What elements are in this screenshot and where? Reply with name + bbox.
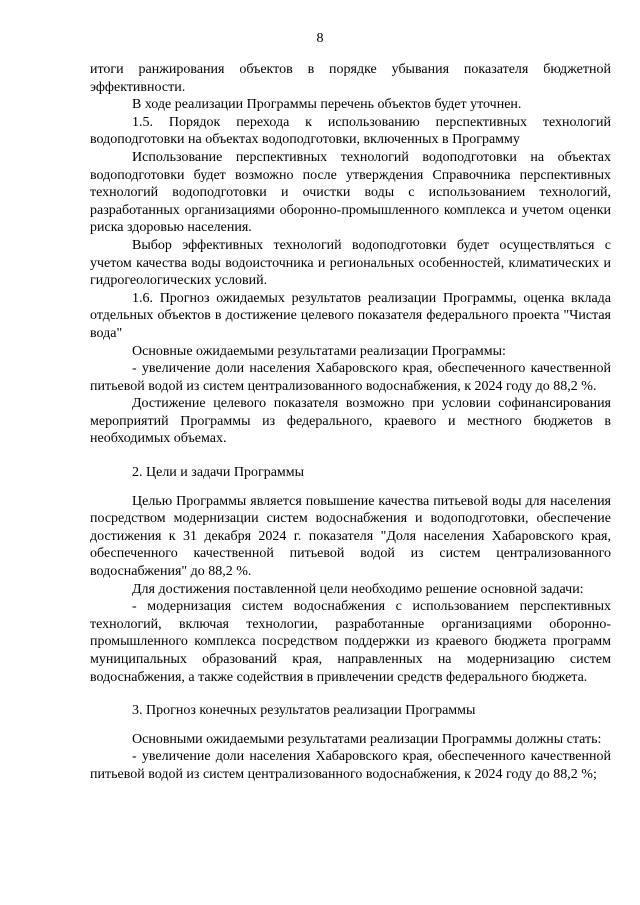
page-number: 8 [316, 31, 324, 46]
paragraph-expected-results: Основными ожидаемыми результатами реализации Программы должны стать: [132, 731, 602, 747]
paragraph-main-results: Основные ожидаемыми результатами реализации Программы: [132, 343, 506, 359]
paragraph-main-task-intro: Для достижения поставленной цели необходимо решение основной задачи: [132, 581, 584, 597]
section-2-heading: 2. Цели и задачи Программы [132, 465, 305, 481]
paragraph-program-goal: Целью Программы является повышение качества питьевой воды для населения посредством модернизации систем водоснабжения и водоподготовки, обеспечение достижения к 31 декабря 2024 г. показателя "Доля населения Хабаровского края, обеспеченного качественной питьевой водой из систем централизованного водоснабжения" до 88,2 %. [90, 493, 611, 580]
list-item-modernization: - модернизация систем водоснабжения с использованием перспективных технологий, включая технологии, разработанные организациями оборонно-промышленного комплекса посредством поддержки из краевого бюджета программ муниципальных образований края, направленных на модернизацию систем водоснабжения, а также содействия в привлечении средств федерального бюджета. [90, 599, 611, 685]
section-3-heading: 3. Прогноз конечных результатов реализации Программы [132, 703, 476, 719]
paragraph-list-update: В ходе реализации Программы перечень объектов будет уточнен. [132, 97, 522, 113]
paragraph-target-achievement: Достижение целевого показателя возможно при условии софинансирования мероприятий Программы из федерального, краевого и местного бюджетов в необходимых объемах. [90, 396, 611, 447]
subsection-1-5-heading: 1.5. Порядок перехода к использованию перспективных технологий водоподготовки на объектах водоподготовки, включенных в Программу [90, 114, 611, 148]
list-item-final-population-share: - увеличение доли населения Хабаровского края, обеспеченного качественной питьевой водой из систем централизованного водоснабжения, к 2024 году до 88,2 %; [90, 749, 611, 782]
body-text [90, 61, 611, 784]
paragraph-ranking-results: итоги ранжирования объектов в порядке убывания показателя бюджетной эффективности. [90, 62, 611, 95]
list-item-population-share: - увеличение доли населения Хабаровского края, обеспеченного качественной питьевой водой из систем централизованного водоснабжения, к 2024 году до 88,2 %. [90, 361, 611, 394]
paragraph-technology-choice: Выбор эффективных технологий водоподготовки будет осуществляться с учетом качества воды водоисточника и региональных особенностей, климатических и гидрогеологических условий. [90, 237, 611, 289]
subsection-1-6-heading: 1.6. Прогноз ожидаемых результатов реализации Программы, оценка вклада отдельных объектов в достижение целевого показателя федерального проекта "Чистая вода" [90, 290, 611, 341]
paragraph-technologies-use: Использование перспективных технологий водоподготовки на объектах водоподготовки будет возможно после утверждения Справочника перспективных технологий водоподготовки и очистки воды с использованием технологий, разработанных организациями оборонно-промышленного комплекса и учетом оценки риска здоровью населения. [90, 149, 611, 236]
